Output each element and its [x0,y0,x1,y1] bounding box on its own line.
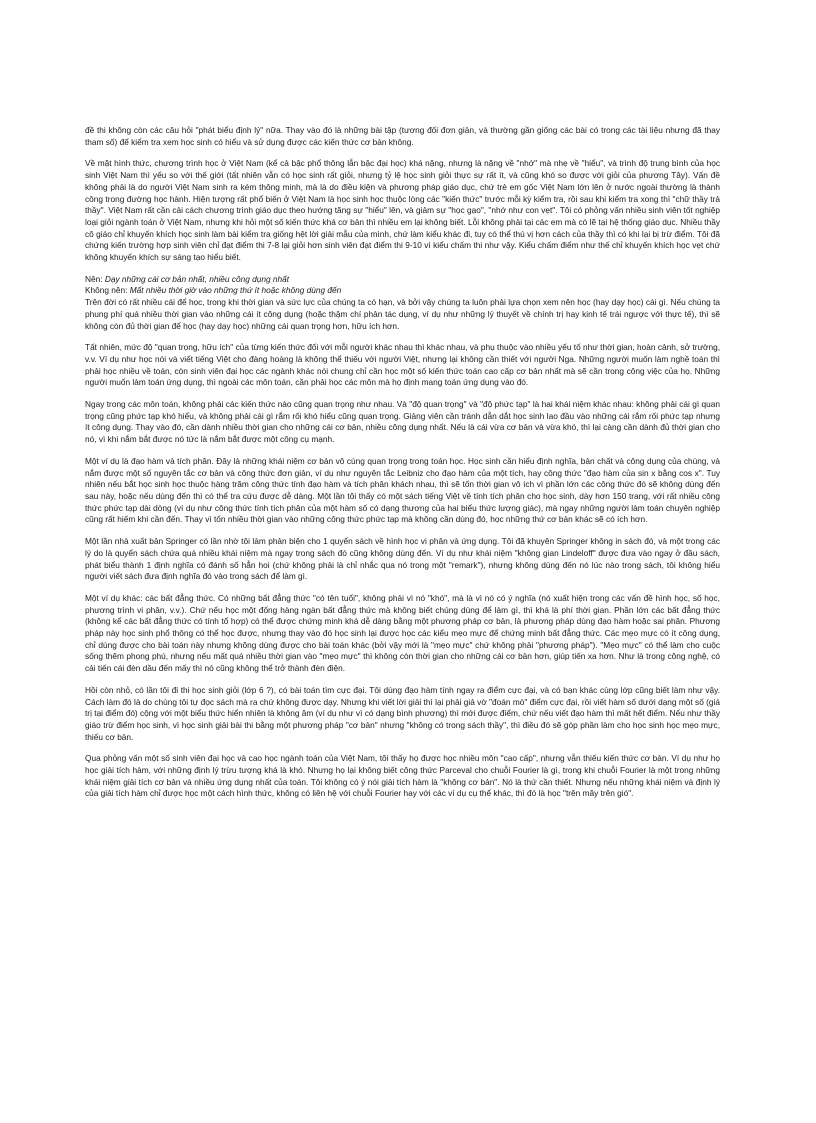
should-label-text: Dạy những cái cơ bản nhất, nhiều công dụng nhất [104,273,290,284]
should-label-prefix: Nên: [85,273,105,284]
paragraph-time-limited: Trên đời có rất nhiều cái để học, trong khi thời gian và sức lực của chúng ta có hạn, và bởi vậy chúng ta luôn phải lựa chọn xem nên học (hay dạy học) cái gì. Nếu chúng ta phung phí quá nhiều thời gian vào những cái ít công dụng (hoặc thậm chí phản tác dụng, ví dụ như những lý thuyết về chính trị hay kinh tế trái ngược với thực tế), thì sẽ không còn đủ thời gian để học (hay dạy học) những cái quan trọng hơn, hữu ích hơn. [85,297,720,331]
should-label [85,274,720,286]
paragraph-springer-review: Một lần nhà xuất bản Springer có lần nhờ tôi làm phản biện cho 1 quyển sách về hình học vi phân và ứng dụng. Tôi đã khuyên Springer không in sách đó, và một trong các lý do là quyển sách chứa quá nhiều khái niệm mà ngay trong sách đó cũng không dùng đến. Ví dụ như khái niệm "không gian Lindeloff" được đưa vào ngay ở đầu sách, phát biểu thành 1 định nghĩa có đánh số hẳn hoi (chứ không phải là chỉ nhắc qua nó trong một "remark"), nhưng không dùng đến nó lúc nào trong sách, tôi không hiểu người viết sách đưa định nghĩa đó vào trong sách để làm gì. [85,536,720,582]
paragraph-importance-vs-complexity: Ngay trong các môn toán, không phải các kiến thức nào cũng quan trọng như nhau. Và "độ quan trọng" và "độ phức tạp" là hai khái niệm khác nhau: không phải cái gì quan trọng cũng phức tạp khó hiểu, và không phải cái gì rắm rối khó hiểu cũng quan trọng. Giảng viên cần tránh dẫn dắt học sinh lao đầu vào những cái rắm rối phức tạp nhưng ít công dụng. Thay vào đó, cần dành nhiều thời gian cho những cái cơ bản, nhiều công dụng nhất. Nếu là cái vừa cơ bản và vừa khó, thì lại càng cần dành đủ thời gian cho nó, vì khi nắm bắt được nó tức là nắm bắt được một công cụ mạnh. [85,399,720,445]
paragraph-childhood-exam: Hồi còn nhỏ, có lần tôi đi thi học sinh giỏi (lớp 6 ?), có bài toán tìm cực đại. Tôi dùng đạo hàm tính ngay ra điểm cực đại, và có bạn khác cùng lớp cũng biết làm như vậy. Cách làm đó là do chúng tôi tự đọc sách mà ra chứ không được dạy. Nhưng khi viết lời giải thì lại phải giả vờ "đoán mò" điểm cực đại, rồi viết hàm số dưới dạng một số (giá trị tại điểm đó) cộng với một biểu thức hiển nhiên là không âm (ví dụ như vì có dạng bình phương) thì mới được điểm, chứ nếu viết đạo hàm thì mất hết điểm. Nếu như thầy giáo trừ điểm học sinh, vì học sinh giải bài thi bằng một phương pháp "cơ bản" nhưng "không có trong sách thầy", thì điều đó sẽ góp phần làm cho học sinh học mẹo mực, thiếu cơ bản. [85,684,720,742]
paragraph-inequalities-example: Một ví dụ khác: các bất đẳng thức. Có những bất đẳng thức "có tên tuổi", không phải vì nó "khó", mà là vì nó có ý nghĩa (nó xuất hiện trong các vấn đề hình học, số học, phương trình vi phân, v.v.). Chứ nếu học một đống hàng ngàn bất đẳng thức mà không biết chúng dùng để làm gì, thì khá là phí thời gian. Phần lớn các bất đẳng thức (không kể các bất đẳng thức có tính tổ hợp) có thể được chứng minh khá dễ dàng bằng một phương pháp cơ bản, là phương pháp dùng đạo hàm hoặc sai phân. Phương pháp này học sinh phổ thông có thể học được, nhưng thay vào đó học sinh lại được học các kiểu mẹo mực để chứng minh bất đẳng thức. Các mẹo mực có ít công dụng, chỉ dùng được cho bài toán này nhưng không dùng được cho bài toán khác (bởi vậy mới là "mẹo mực" chứ không phải "phương pháp"). "Mẹo mực" có thể làm cho cuộc sống thêm phong phú, nhưng nếu mất quá nhiều thời gian vào "mẹo mực" thì không còn thời gian cho những cái cơ bản hơn, giúp tiến xa hơn. Như là trong công nghệ, có cải tiến cái đèn dầu đến mấy thì nó cũng không thể trở thành đèn điện. [85,592,720,674]
should-not-label-text: Mất nhiều thời giờ vào những thứ ít hoặc không dùng đến [129,285,342,296]
document-page [85,125,720,810]
paragraph-exam-questions: đề thi không còn các câu hỏi "phát biểu định lý" nữa. Thay vào đó là những bài tập (tương đối đơn giản, và thường gần giống các bài có trong các tài liệu nhưng đã thay tham số) để kiểm tra xem học sinh có hiểu và sử dụng được các kiến thức cơ bản không. [85,125,720,147]
should-not-label [85,285,720,297]
paragraph-fourier-example: Qua phỏng vấn một số sinh viên đại học và cao học ngành toán của Việt Nam, tôi thấy họ được học nhiều môn "cao cấp", nhưng vẫn thiếu kiến thức cơ bản. Ví dụ như họ học giải tích hàm, với những định lý trừu tượng khá là khó. Nhưng họ lại không biết công thức Parceval cho chuỗi Fourier là gì, trong khi chuỗi Fourier là một trong những khái niệm giải tích cơ bản và nhiều ứng dụng nhất của toán. Tôi không có ý nói giải tích hàm là "không cơ bản". Nó là thứ cần thiết. Nhưng nếu những khái niệm và định lý của giải tích hàm chỉ được học một cách hình thức, không có liên hệ với chuỗi Fourier hay với các ví dụ cụ thể khác, thì đó là học "trên mây trên gió". [85,753,720,799]
paragraph-importance-varies: Tất nhiên, mức độ "quan trọng, hữu ích" của từng kiến thức đối với mỗi người khác nhau thì khác nhau, và phụ thuộc vào nhiều yếu tố như thời gian, hoàn cảnh, sở trường, v.v. Ví dụ như học nói và viết tiếng Việt cho đàng hoàng là không thể thiếu với người Việt, nhưng lại không cần thiết với người Nga. Những người muốn làm nghề toán thì phải học nhiều về toán, còn sinh viên đại học các ngành khác nói chung chỉ cần học một số kiến thức toán cao cấp cơ bản nhất mà sẽ cần trong công việc của họ. Những người muốn làm toán ứng dụng, thì ngoài các môn toán, cần phải học các môn mà họ định mang toán ứng dụng vào đó. [85,342,720,388]
paragraph-curriculum-form: Về mặt hình thức, chương trình học ở Việt Nam (kể cả bậc phổ thông lẫn bậc đại học) khá nặng, nhưng là nặng về "nhớ" mà nhẹ về "hiểu", và trình độ trung bình của học sinh Việt Nam thì yếu so với thế giới (tất nhiên vẫn có học sinh rất giỏi, nhưng tỷ lệ học sinh giỏi thực sự rất ít, và cũng khó so được với giỏi của phương Tây). Vấn đề không phải là do người Việt Nam sinh ra kém thông minh, mà là do điều kiện và phương pháp giáo dục, chứ trẻ em gốc Việt Nam lớn lên ở nước ngoài thường là thành công trong đường học hành. Hiện tượng rất phổ biến ở Việt Nam là học sinh học thuộc lòng các "kiến thức" trước mỗi kỳ kiểm tra, rồi sau khi kiểm tra xong thì "chữ thầy trả thầy". Việt Nam rất cần cải cách chương trình giáo dục theo hướng tăng sự "hiểu" lên, và giảm sự "học gạo", "nhớ như con vẹt". Tôi có phỏng vấn nhiều sinh viên tốt nghiệp loại giỏi ngành toán ở Việt Nam, nhưng khi hỏi một số kiến thức khá cơ bản thì nhiều em lại không biết. Lỗi không phải tại các em mà có lẽ tại hệ thống giáo dục. Nhiều thầy cô giáo chỉ khuyến khích học sinh làm bài kiểm tra giống hệt lời giải mẫu của mình, chứ làm kiểu khác đi, tuy có thể thú vị hơn cách của thầy thì có khi lại bị trừ điểm. Tôi đã chứng kiến trường hợp sinh viên chỉ đạt điểm thi 7-8 lại giỏi hơn sinh viên đạt điểm thi 9-10 vì kiểu chấm thi như vậy. Kiểu chấm điểm như thế chỉ khuyến khích học vẹt chứ không khuyến khích sự sáng tạo hiểu biết. [85,158,720,263]
paragraph-derivative-integral-example: Một ví dụ là đạo hàm và tích phân. Đây là những khái niệm cơ bản vô cùng quan trọng trong toán học. Học sinh cần hiểu định nghĩa, bản chất và công dụng của chúng, và nắm được một số nguyên tắc cơ bản và công thức đơn giản, ví dụ như nguyên tắc Leibniz cho đạo hàm của một tích, hay công thức "đạo hàm của sin x bằng cos x". Tuy nhiên nếu bắt học sinh học thuộc hàng trăm công thức tính đạo hàm và tích phân khách nhau, thì sẽ tốn thời gian vô ích vì phần lớn các công thức đó sẽ không dùng đến sau này, hoặc nếu dùng đến thì có thể tra cứu được dễ dàng. Một lần tôi thấy có một sách tiếng Việt về tính tích phân cho học sinh, dày hơn 150 trang, với rất nhiều công thức phức tạp dài dòng (ví dụ như công thức tính tích phân của một hàm số có dạng thương của hai biểu thức lượng giác), mà ngay những người làm toán chuyên nghiệp cũng rất hiếm khi cần đến. Thay vì tốn nhiều thời gian vào những công thức phức tạp mà không cần dùng đó, học những thứ cơ bản khác sẽ có ích hơn. [85,455,720,525]
should-not-label-prefix: Không nên: [85,285,130,296]
